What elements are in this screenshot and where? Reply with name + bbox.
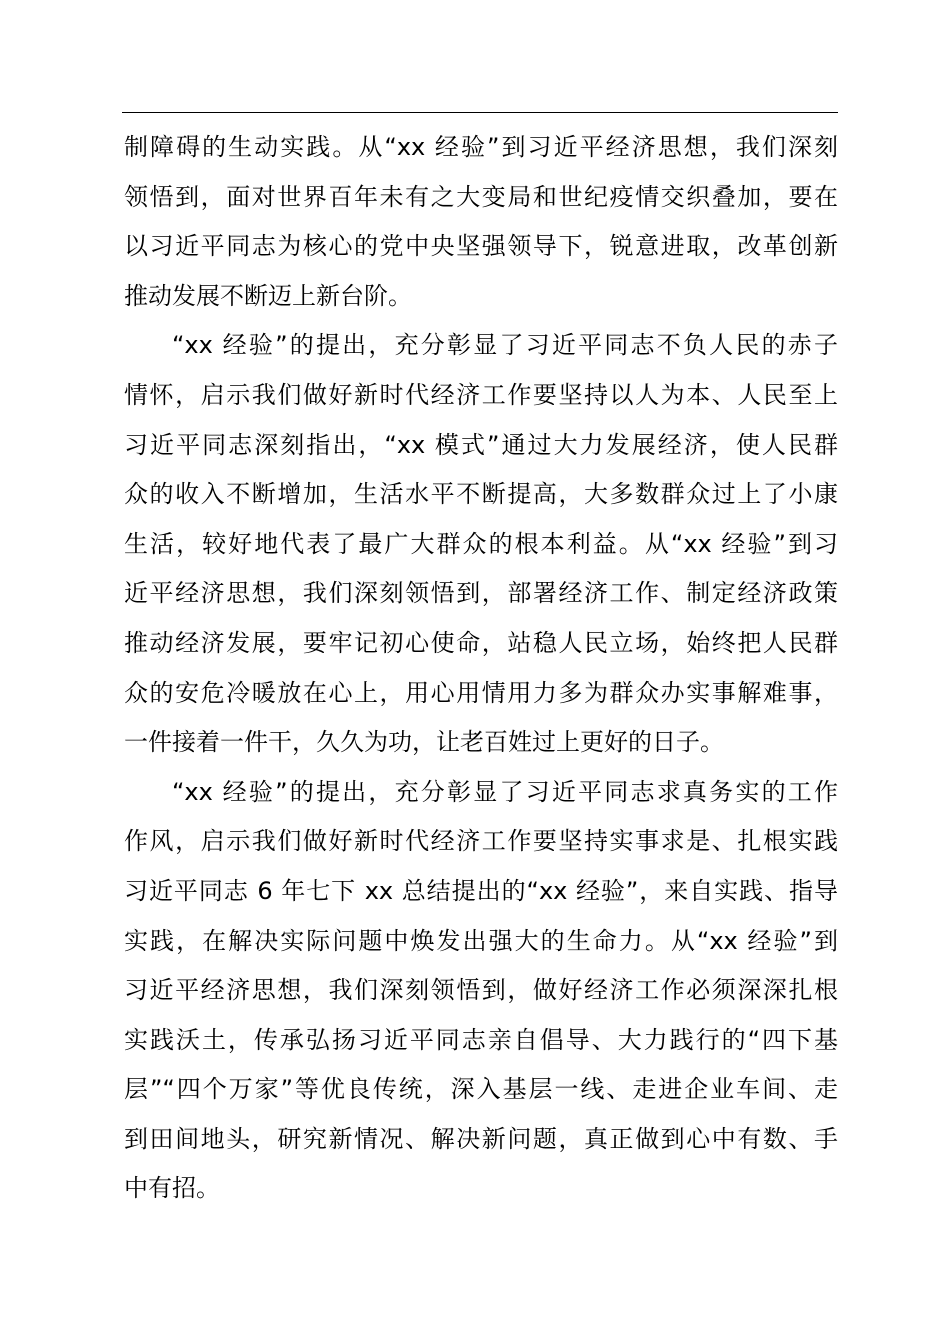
text-line: 实践，在解决实际问题中焕发出强大的生命力。从“xx 经验”到 — [124, 926, 838, 955]
text-line: 实践沃土，传承弘扬习近平同志亲自倡导、大力践行的“四下基 — [124, 1025, 838, 1054]
paragraph-3 — [124, 768, 838, 1214]
text-line: 中有招。 — [124, 1174, 220, 1203]
paragraph-2 — [124, 321, 838, 767]
text-line: 众的收入不断增加，生活水平不断提高，大多数群众过上了小康 — [124, 480, 838, 509]
document-body — [124, 123, 838, 1214]
text-line: 近平经济思想，我们深刻领悟到，部署经济工作、制定经济政策 — [124, 579, 838, 608]
text-line: “xx 经验”的提出，充分彰显了习近平同志不负人民的赤子 — [172, 331, 838, 360]
text-line: 领悟到，面对世界百年未有之大变局和世纪疫情交织叠加，要在 — [124, 182, 838, 211]
text-line: 制障碍的生动实践。从“xx 经验”到习近平经济思想，我们深刻 — [124, 133, 838, 161]
text-line: 习近平经济思想，我们深刻领悟到，做好经济工作必须深深扎根 — [124, 976, 838, 1005]
header-rule — [122, 112, 838, 113]
text-line: 习近平同志深刻指出，“xx 模式”通过大力发展经济，使人民群 — [124, 430, 838, 459]
text-line: 层”“四个万家”等优良传统，深入基层一线、走进企业车间、走 — [124, 1075, 838, 1104]
text-line: 一件接着一件干，久久为功，让老百姓过上更好的日子。 — [124, 728, 724, 757]
text-line: 情怀，启示我们做好新时代经济工作要坚持以人为本、人民至上 — [124, 380, 838, 409]
text-line: 作风，启示我们做好新时代经济工作要坚持实事求是、扎根实践 — [124, 827, 838, 856]
text-line: 习近平同志 6 年七下 xx 总结提出的“xx 经验”，来自实践、指导 — [124, 876, 838, 905]
text-line: 到田间地头，研究新情况、解决新问题，真正做到心中有数、手 — [124, 1124, 838, 1153]
text-line: 推动发展不断迈上新台阶。 — [124, 281, 412, 310]
text-line: 以习近平同志为核心的党中央坚强领导下，锐意进取，改革创新 — [124, 232, 838, 261]
text-line: 推动经济发展，要牢记初心使命，站稳人民立场，始终把人民群 — [124, 628, 838, 657]
text-line: 生活，较好地代表了最广大群众的根本利益。从“xx 经验”到习 — [124, 529, 838, 558]
text-line: “xx 经验”的提出，充分彰显了习近平同志求真务实的工作 — [172, 777, 838, 806]
paragraph-1 — [124, 123, 838, 321]
text-line: 众的安危冷暖放在心上，用心用情用力多为群众办实事解难事， — [124, 678, 838, 707]
